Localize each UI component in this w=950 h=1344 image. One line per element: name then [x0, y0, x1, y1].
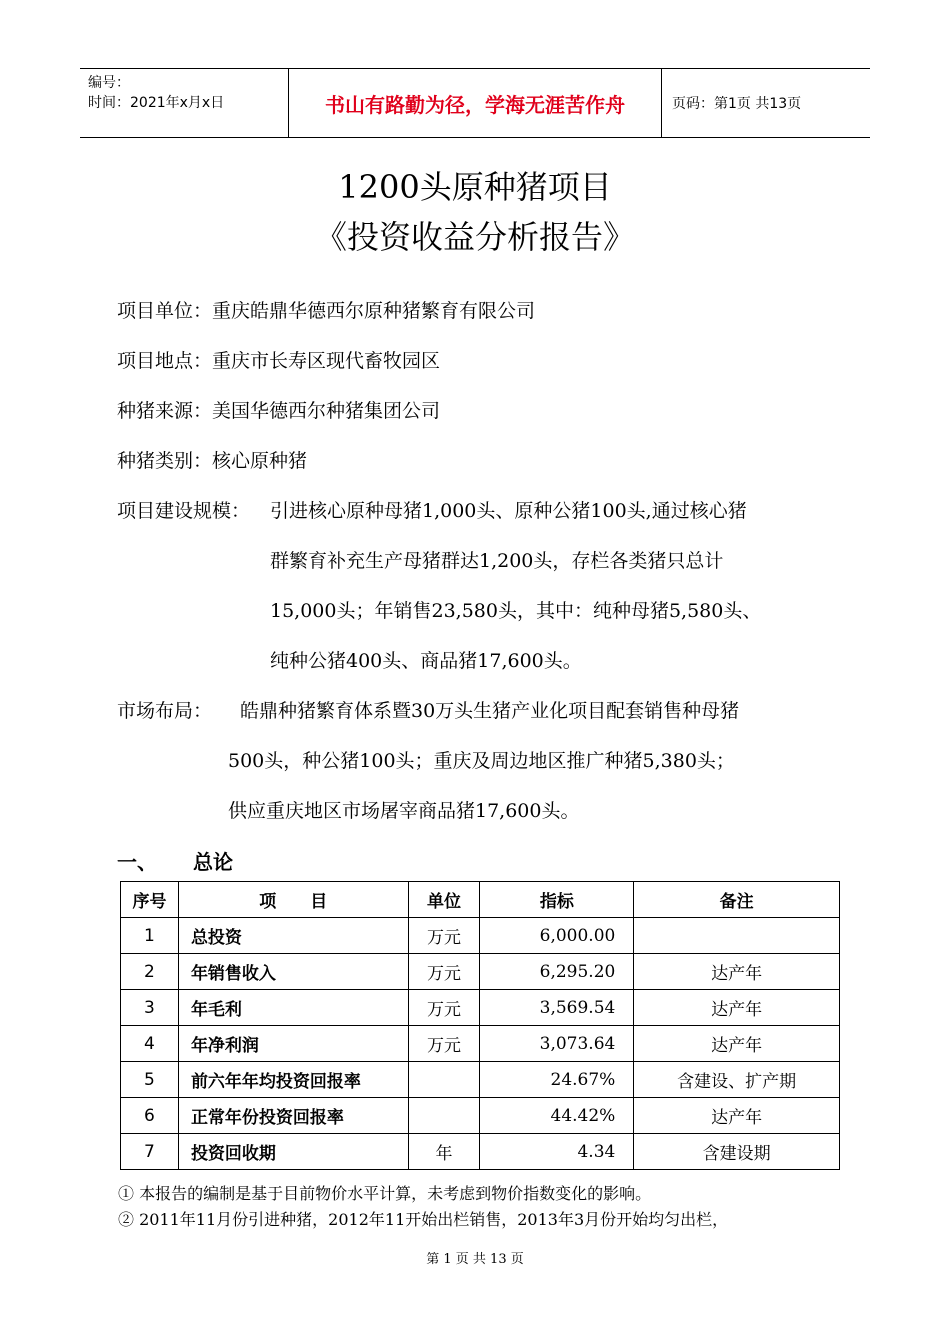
pig-source: 种猪来源：美国华德西尔种猪集团公司	[117, 400, 441, 422]
row-no: 7	[121, 1134, 179, 1170]
scale-line: 引进核心原种母猪1,000头、原种公猪100头,通过核心猪	[270, 500, 747, 522]
section-title: 总论	[193, 850, 233, 874]
row-value: 44.42%	[480, 1098, 634, 1134]
scale-line: 15,000头；年销售23,580头，其中：纯种母猪5,580头、	[270, 600, 762, 622]
row-item: 年销售收入	[178, 954, 408, 990]
row-value: 6,000.00	[480, 918, 634, 954]
row-note: 达产年	[634, 1098, 840, 1134]
table-row	[121, 1026, 840, 1062]
row-note: 达产年	[634, 1026, 840, 1062]
page-header	[80, 68, 870, 138]
number-label: 编号：	[88, 75, 130, 91]
scale-line: 纯种公猪400头、商品猪17,600头。	[270, 650, 582, 672]
row-unit: 万元	[408, 1026, 480, 1062]
row-item: 年净利润	[178, 1026, 408, 1062]
page-footer: 第 1 页 共 13 页	[426, 1252, 524, 1267]
row-no: 6	[121, 1098, 179, 1134]
header-item: 项 目	[178, 882, 408, 918]
row-note: 达产年	[634, 954, 840, 990]
table-row	[121, 918, 840, 954]
table-row	[121, 990, 840, 1026]
title-line-2: 《投资收益分析报告》	[314, 218, 635, 256]
header-unit: 单位	[408, 882, 480, 918]
header-meta	[80, 69, 289, 137]
time-label: 时间：2021年x月x日	[88, 95, 225, 111]
pig-category: 种猪类别：核心原种猪	[117, 450, 308, 472]
header-no: 序号	[121, 882, 179, 918]
row-value: 24.67%	[480, 1062, 634, 1098]
section-heading	[117, 846, 233, 875]
footnote: ① 本报告的编制是基于目前物价水平计算，未考虑到物价指数变化的影响。	[118, 1184, 652, 1203]
row-unit	[408, 1062, 480, 1098]
table-row	[121, 954, 840, 990]
row-unit: 万元	[408, 990, 480, 1026]
table-row	[121, 1062, 840, 1098]
scale-line: 群繁育补充生产母猪群达1,200头，存栏各类猪只总计	[270, 550, 724, 572]
row-no: 1	[121, 918, 179, 954]
section-number: 一、	[117, 850, 157, 874]
row-value: 4.34	[480, 1134, 634, 1170]
row-value: 6,295.20	[480, 954, 634, 990]
row-note: 含建设、扩产期	[634, 1062, 840, 1098]
summary-table	[120, 881, 840, 1170]
row-unit: 年	[408, 1134, 480, 1170]
table-row	[121, 1134, 840, 1170]
row-unit: 万元	[408, 954, 480, 990]
header-value: 指标	[480, 882, 634, 918]
row-item: 投资回收期	[178, 1134, 408, 1170]
footnote: ② 2011年11月份引进种猪，2012年11开始出栏销售，2013年3月份开始均匀出栏，	[118, 1210, 729, 1229]
market-line: 500头，种公猪100头；重庆及周边地区推广种猪5,380头；	[228, 750, 735, 772]
row-unit	[408, 1098, 480, 1134]
project-unit: 项目单位：重庆皓鼎华德西尔原种猪繁育有限公司	[117, 300, 536, 322]
header-page-info: 页码：第1页 共13页	[672, 96, 802, 112]
table-header-row	[121, 882, 840, 918]
row-value: 3,073.64	[480, 1026, 634, 1062]
row-item: 正常年份投资回报率	[178, 1098, 408, 1134]
project-location: 项目地点：重庆市长寿区现代畜牧园区	[117, 350, 441, 372]
row-item: 前六年年均投资回报率	[178, 1062, 408, 1098]
row-no: 5	[121, 1062, 179, 1098]
table-row	[121, 1098, 840, 1134]
row-no: 2	[121, 954, 179, 990]
row-note	[634, 918, 840, 954]
row-note: 含建设期	[634, 1134, 840, 1170]
header-motto: 书山有路勤为径，学海无涯苦作舟	[289, 69, 662, 137]
scale-label: 项目建设规模：	[117, 500, 251, 522]
row-note: 达产年	[634, 990, 840, 1026]
row-item: 年毛利	[178, 990, 408, 1026]
row-unit: 万元	[408, 918, 480, 954]
market-line: 供应重庆地区市场屠宰商品猪17,600头。	[228, 800, 580, 822]
row-item: 总投资	[178, 918, 408, 954]
row-no: 3	[121, 990, 179, 1026]
market-label: 市场布局：	[117, 700, 213, 722]
row-no: 4	[121, 1026, 179, 1062]
market-line: 皓鼎种猪繁育体系暨30万头生猪产业化项目配套销售种母猪	[240, 700, 740, 722]
header-note: 备注	[634, 882, 840, 918]
row-value: 3,569.54	[480, 990, 634, 1026]
title-line-1: 1200头原种猪项目	[338, 168, 612, 206]
